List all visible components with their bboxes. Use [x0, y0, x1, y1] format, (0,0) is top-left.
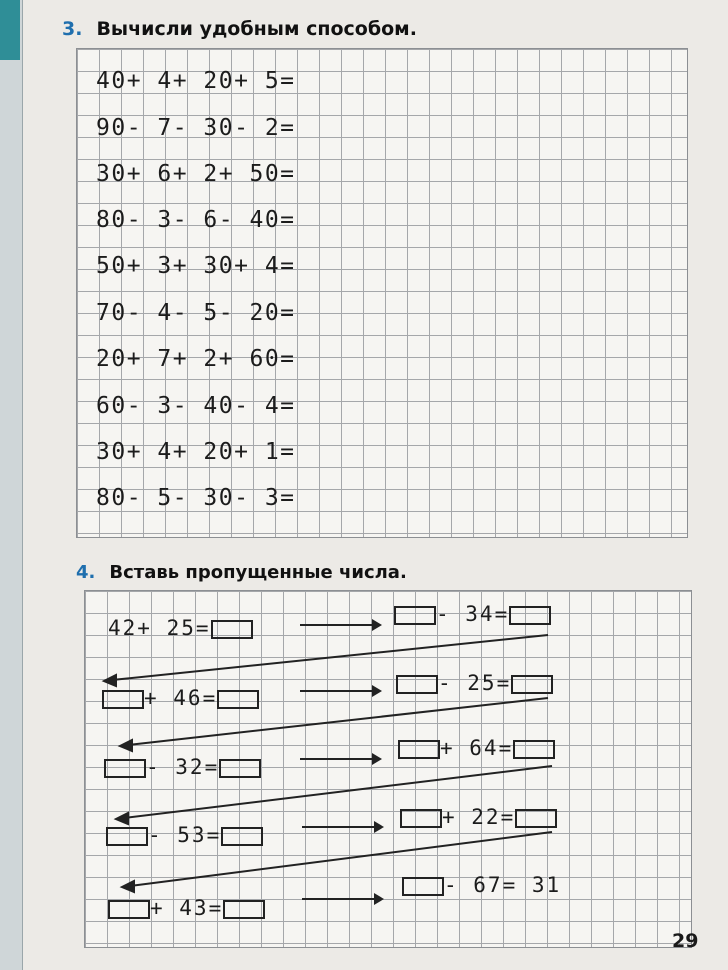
answer-box[interactable]: [106, 827, 148, 846]
expression-row: 80- 5- 30- 3=: [96, 485, 296, 511]
chain-left-text: - 53=: [148, 823, 222, 847]
chain-right-equation: [394, 603, 551, 625]
chain-left-text: - 32=: [146, 755, 220, 779]
exercise-4-heading: Вставь пропущенные числа.: [109, 562, 407, 583]
answer-box[interactable]: [396, 675, 438, 694]
answer-box[interactable]: [217, 690, 259, 709]
right-arrow: [300, 758, 380, 760]
answer-box[interactable]: [221, 827, 263, 846]
answer-box[interactable]: [394, 606, 436, 625]
exercise-3-heading: Вычисли удобным способом.: [96, 18, 417, 40]
right-arrow: [302, 826, 382, 828]
expression-row: 80- 3- 6- 40=: [96, 207, 296, 233]
chain-right-text: - 34=: [436, 602, 510, 626]
expression-row: 70- 4- 5- 20=: [96, 300, 296, 326]
answer-box[interactable]: [402, 877, 444, 896]
answer-box[interactable]: [108, 900, 150, 919]
chain-right-equation: [398, 737, 555, 759]
right-arrow: [300, 690, 380, 692]
answer-box[interactable]: [513, 740, 555, 759]
page-number: 29: [672, 930, 699, 952]
chain-right-equation: [400, 806, 557, 828]
answer-box[interactable]: [223, 900, 265, 919]
answer-box[interactable]: [509, 606, 551, 625]
chain-left-text: 42+ 25=: [108, 616, 211, 640]
chain-right-text: + 64=: [440, 736, 514, 760]
chain-right-equation: [402, 874, 561, 896]
chain-left-equation: [104, 756, 261, 778]
exercise-4-number: 4.: [76, 562, 96, 583]
chain-left-equation: [102, 687, 259, 709]
right-arrow: [302, 898, 382, 900]
answer-box[interactable]: [102, 690, 144, 709]
expression-row: 20+ 7+ 2+ 60=: [96, 346, 296, 372]
answer-box[interactable]: [398, 740, 440, 759]
chain-left-text: + 46=: [144, 686, 218, 710]
expression-row: 90- 7- 30- 2=: [96, 115, 296, 141]
answer-box[interactable]: [400, 809, 442, 828]
chain-right-text: + 22=: [442, 805, 516, 829]
chain-left-text: + 43=: [150, 896, 224, 920]
chain-right-text: - 25=: [438, 671, 512, 695]
expression-row: 50+ 3+ 30+ 4=: [96, 253, 296, 279]
answer-box[interactable]: [104, 759, 146, 778]
chain-right-text: - 67= 31: [444, 873, 562, 897]
chain-left-equation: [106, 824, 263, 846]
expression-row: 30+ 6+ 2+ 50=: [96, 161, 296, 187]
answer-box[interactable]: [219, 759, 261, 778]
chain-right-equation: [396, 672, 553, 694]
expression-row: 30+ 4+ 20+ 1=: [96, 439, 296, 465]
chain-left-equation: [108, 897, 265, 919]
expression-row: 40+ 4+ 20+ 5=: [96, 68, 296, 94]
answer-box[interactable]: [511, 675, 553, 694]
expression-row: 60- 3- 40- 4=: [96, 393, 296, 419]
right-arrow: [300, 624, 380, 626]
chain-left-equation: [108, 617, 253, 639]
answer-box[interactable]: [211, 620, 253, 639]
exercise-3-number: 3.: [62, 18, 83, 40]
answer-box[interactable]: [515, 809, 557, 828]
